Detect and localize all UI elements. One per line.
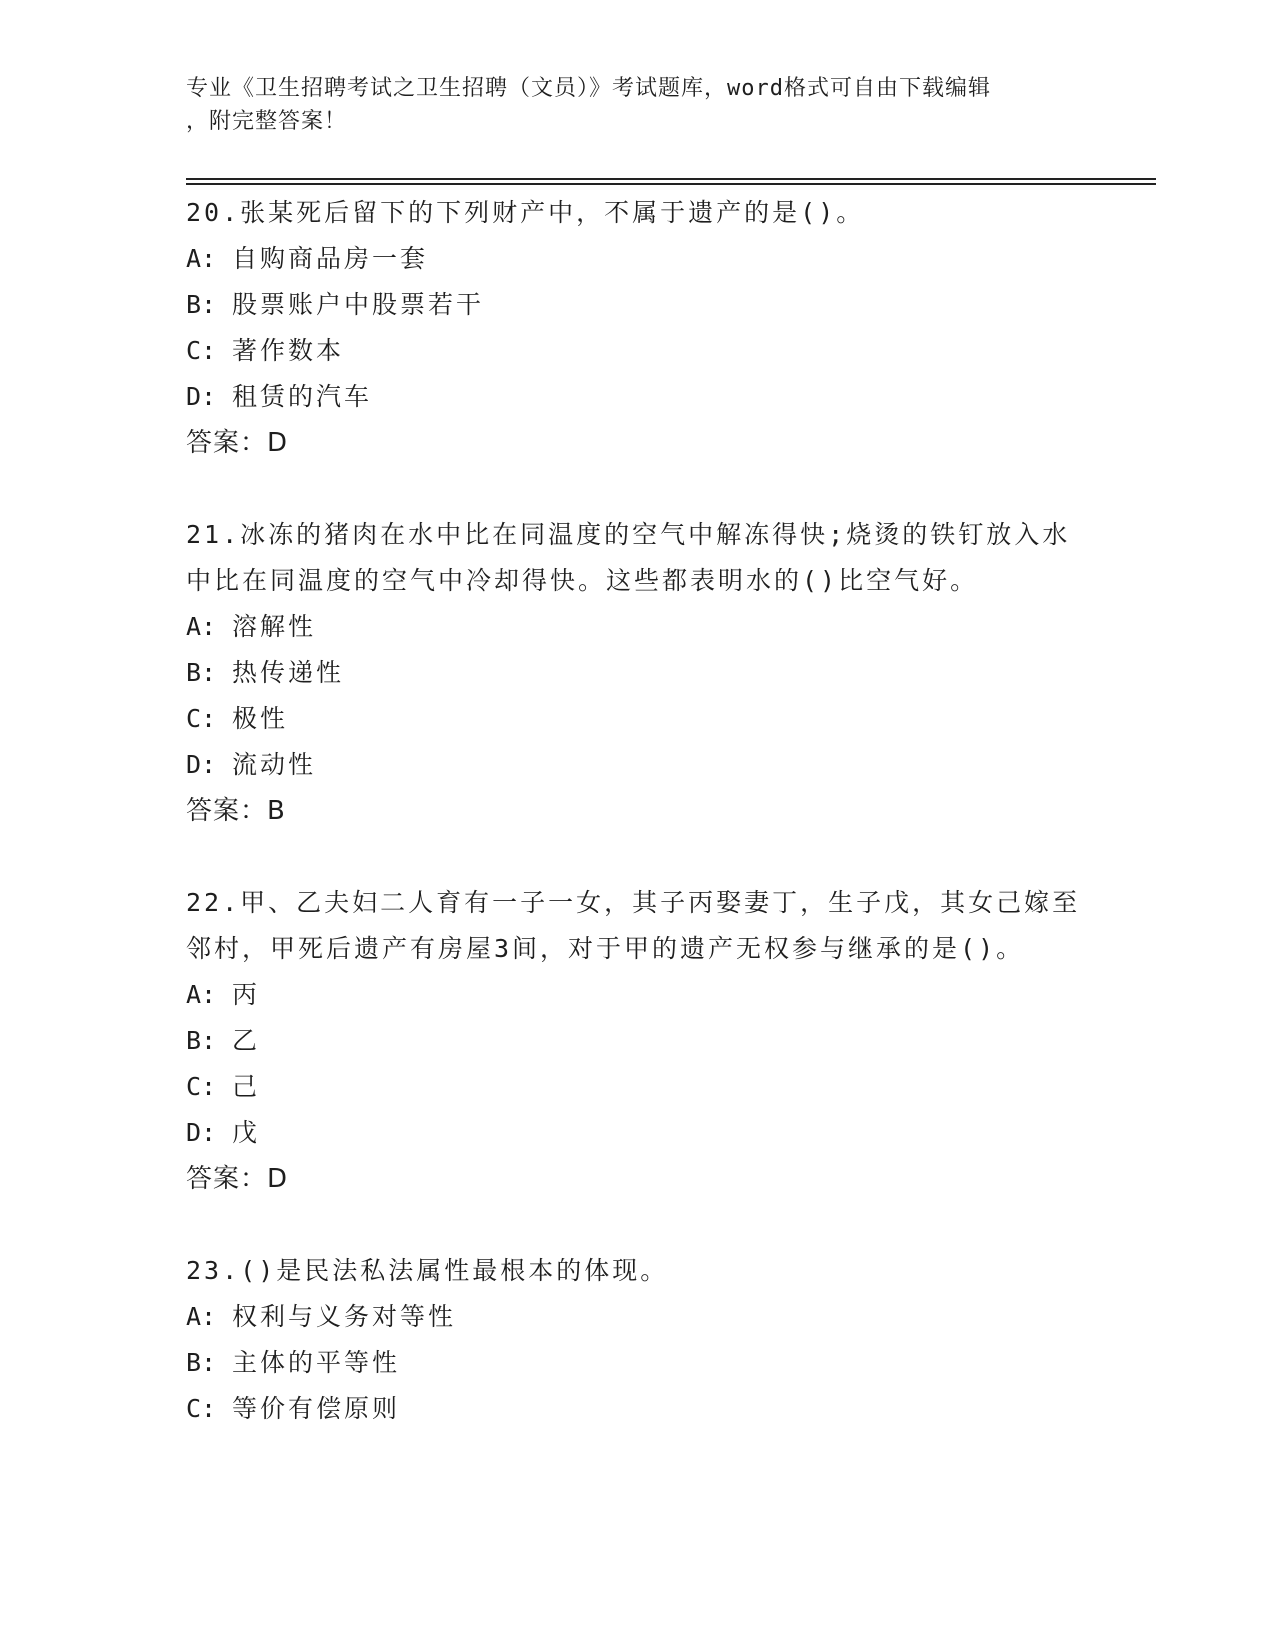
option-c: [186, 1386, 1086, 1432]
answer: 答案：D: [186, 428, 289, 458]
header-line-2: ，附完整答案！: [186, 109, 348, 134]
option-label: C:: [186, 704, 217, 733]
option-a: [186, 1294, 1086, 1340]
option-label: C:: [186, 1072, 217, 1101]
header-line-1: 专业《卫生招聘考试之卫生招聘（文员）》考试题库，word格式可自由下载编辑: [186, 76, 991, 101]
option-c: [186, 1064, 1086, 1110]
option-label: A:: [186, 1302, 217, 1331]
question-21: [186, 512, 1086, 834]
option-label: A:: [186, 612, 217, 641]
option-label: B:: [186, 1026, 217, 1055]
question-text: 20.张某死后留下的下列财产中，不属于遗产的是()。: [186, 198, 865, 227]
option-text: 丙: [232, 980, 261, 1009]
header-divider-top: [186, 178, 1156, 180]
option-text: 股票账户中股票若干: [232, 290, 485, 319]
option-text: 己: [232, 1072, 261, 1101]
option-label: B:: [186, 658, 217, 687]
option-b: [186, 1340, 1086, 1386]
option-b: [186, 650, 1086, 696]
option-d: [186, 1110, 1086, 1156]
option-text: 极性: [232, 704, 289, 733]
header-divider-bottom: [186, 183, 1156, 185]
option-label: D:: [186, 382, 217, 411]
option-text: 权利与义务对等性: [232, 1302, 457, 1331]
question-23: [186, 1248, 1086, 1432]
option-label: A:: [186, 244, 217, 273]
option-b: [186, 282, 1086, 328]
question-text: 23.()是民法私法属性最根本的体现。: [186, 1256, 669, 1285]
option-text: 流动性: [232, 750, 317, 779]
option-text: 等价有偿原则: [232, 1394, 401, 1423]
option-label: B:: [186, 1348, 217, 1377]
option-d: [186, 374, 1086, 420]
document-header: [186, 72, 1066, 138]
option-b: [186, 1018, 1086, 1064]
option-text: 著作数本: [232, 336, 345, 365]
option-c: [186, 328, 1086, 374]
option-d: [186, 742, 1086, 788]
option-c: [186, 696, 1086, 742]
question-22: [186, 880, 1086, 1202]
question-text: 21.冰冻的猪肉在水中比在同温度的空气中解冻得快;烧烫的铁钉放入水中比在同温度的空气中冷却得快。这些都表明水的()比空气好。: [186, 520, 1071, 595]
option-text: 租赁的汽车: [232, 382, 373, 411]
question-list: [186, 190, 1086, 1478]
option-a: [186, 604, 1086, 650]
option-label: A:: [186, 980, 217, 1009]
option-label: B:: [186, 290, 217, 319]
option-a: [186, 236, 1086, 282]
option-label: D:: [186, 750, 217, 779]
question-20: [186, 190, 1086, 466]
answer: 答案：B: [186, 796, 286, 826]
option-label: C:: [186, 1394, 217, 1423]
option-text: 戊: [232, 1118, 261, 1147]
option-label: C:: [186, 336, 217, 365]
option-text: 主体的平等性: [232, 1348, 401, 1377]
option-a: [186, 972, 1086, 1018]
option-text: 乙: [232, 1026, 261, 1055]
option-label: D:: [186, 1118, 217, 1147]
option-text: 热传递性: [232, 658, 345, 687]
question-text: 22.甲、乙夫妇二人育有一子一女，其子丙娶妻丁，生子戊，其女己嫁至邻村，甲死后遗产有房屋3间，对于甲的遗产无权参与继承的是()。: [186, 888, 1081, 963]
answer: 答案：D: [186, 1164, 289, 1194]
option-text: 溶解性: [232, 612, 317, 641]
option-text: 自购商品房一套: [232, 244, 429, 273]
